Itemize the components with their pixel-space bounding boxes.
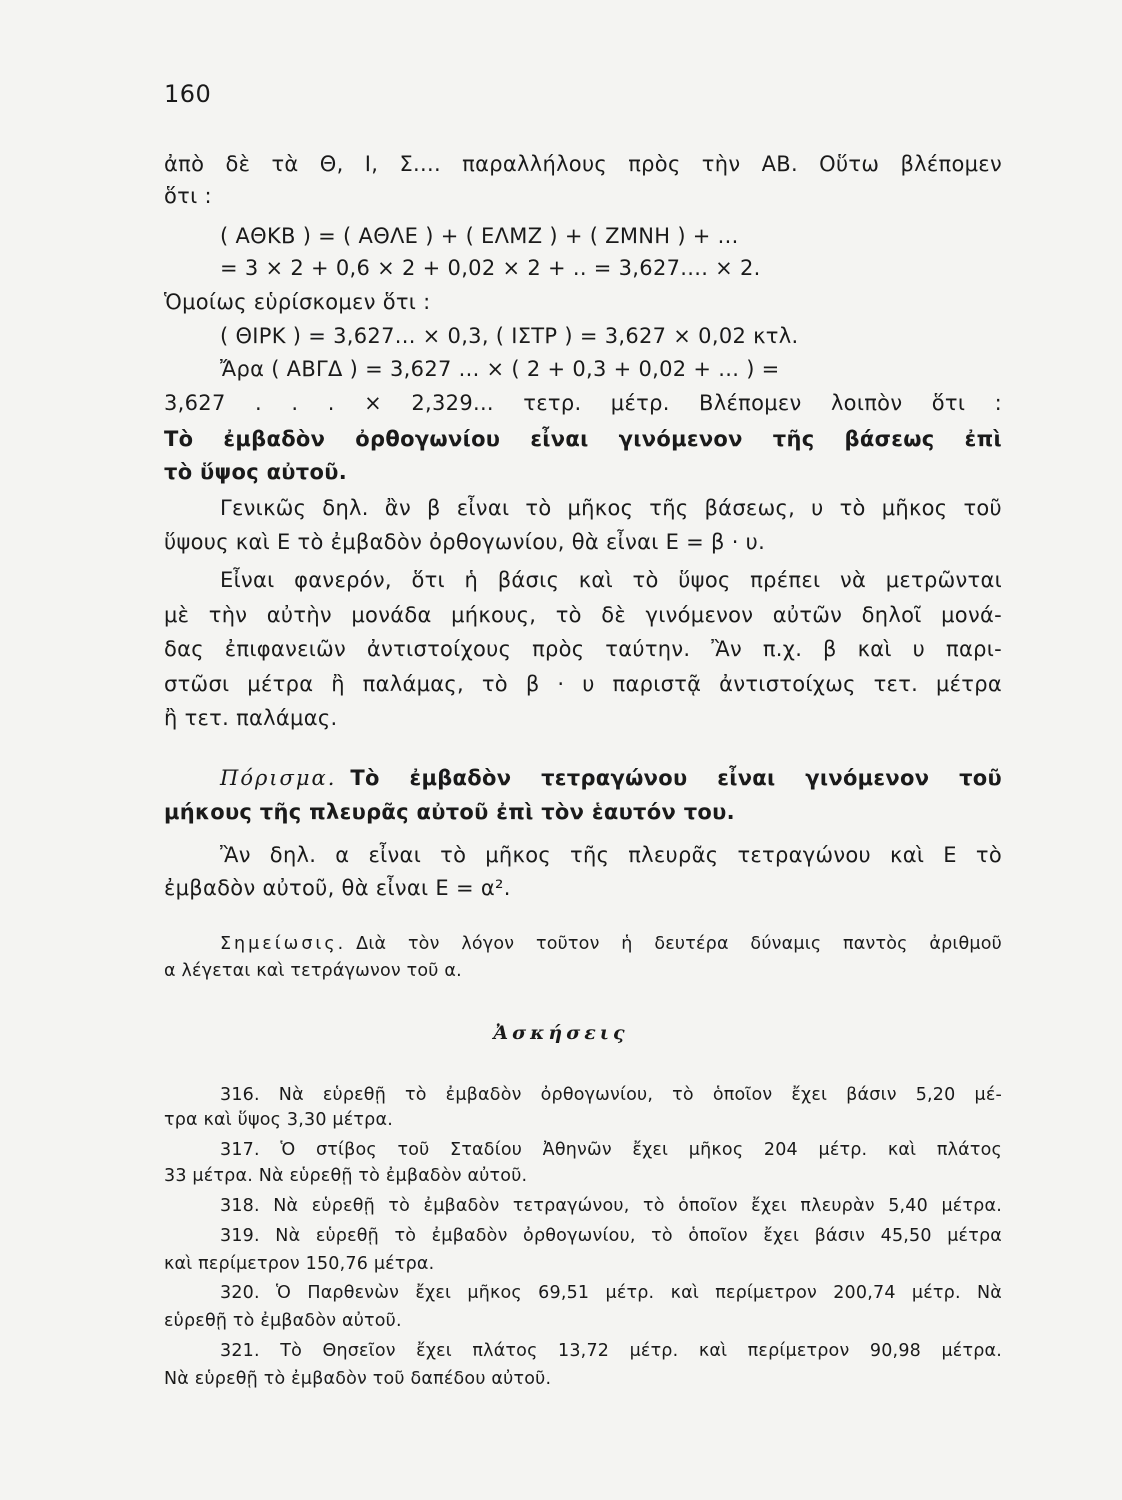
corollary-label: Πόρισμα. — [220, 766, 337, 790]
theorem-line: τὸ ὕψος αὐτοῦ. — [164, 460, 347, 484]
text-line: μὲ τὴν αὐτὴν μονάδα μήκους, τὸ δὲ γινόμενον αὐτῶν δηλοῖ μονά- — [164, 603, 1002, 627]
equation-line: Ἄρα ( ΑΒΓΔ ) = 3,627 ... × ( 2 + 0,3 + 0,02 + ... ) = — [220, 357, 780, 381]
exercise-line: 321. Τὸ Θησεῖον ἔχει πλάτος 13,72 μέτρ. καὶ περίμετρον 90,98 μέτρα. — [220, 1341, 1002, 1361]
text-line: Γενικῶς δηλ. ἂν β εἶναι τὸ μῆκος τῆς βάσεως, υ τὸ μῆκος τοῦ — [220, 496, 1002, 520]
equation-line: = 3 × 2 + 0,6 × 2 + 0,02 × 2 + .. = 3,627.... × 2. — [220, 256, 761, 280]
text-line: δας ἐπιφανειῶν ἀντιστοίχους πρὸς ταύτην. Ἂν π.χ. β καὶ υ παρι- — [164, 637, 1002, 661]
note-line: α λέγεται καὶ τετράγωνον τοῦ α. — [164, 961, 462, 981]
exercise-line: Νὰ εὑρεθῇ τὸ ἐμβαδὸν τοῦ δαπέδου αὐτοῦ. — [164, 1369, 552, 1389]
theorem-line: Τὸ ἐμβαδὸν ὀρθογωνίου εἶναι γινόμενον τῆς βάσεως ἐπὶ — [164, 427, 1002, 451]
text-line: Ἂν δηλ. α εἶναι τὸ μῆκος τῆς πλευρᾶς τετραγώνου καὶ Ε τὸ — [220, 843, 1002, 867]
corollary-line — [220, 766, 1002, 790]
note-line — [220, 934, 1002, 954]
corollary-text: Τὸ ἐμβαδὸν τετραγώνου εἶναι γινόμενον τοῦ — [350, 766, 1002, 790]
note-label: Σημείωσις. — [220, 934, 347, 954]
equation-line: ( ΑΘΚΒ ) = ( ΑΘΛΕ ) + ( ΕΛΜΖ ) + ( ΖΜΝΗ ) + ... — [220, 224, 739, 248]
exercise-line: 319. Νὰ εὑρεθῇ τὸ ἐμβαδὸν ὀρθογωνίου, τὸ ὁποῖον ἔχει βάσιν 45,50 μέτρα — [220, 1226, 1002, 1246]
exercise-line: 317. Ὁ στίβος τοῦ Σταδίου Ἀθηνῶν ἔχει μῆκος 204 μέτρ. καὶ πλάτος — [220, 1140, 1002, 1160]
page-number: 160 — [164, 80, 212, 108]
corollary-line: μήκους τῆς πλευρᾶς αὐτοῦ ἐπὶ τὸν ἑαυτόν του. — [164, 800, 735, 824]
text-line: ὕψους καὶ Ε τὸ ἐμβαδὸν ὀρθογωνίου, θὰ εἶναι Ε = β · υ. — [164, 530, 766, 554]
exercise-line: 318. Νὰ εὑρεθῇ τὸ ἐμβαδὸν τετραγώνου, τὸ ὁποῖον ἔχει πλευρὰν 5,40 μέτρα. — [220, 1196, 1002, 1216]
exercise-line: 33 μέτρα. Νὰ εὑρεθῇ τὸ ἐμβαδὸν αὐτοῦ. — [164, 1166, 528, 1186]
exercise-line: 320. Ὁ Παρθενὼν ἔχει μῆκος 69,51 μέτρ. καὶ περίμετρον 200,74 μέτρ. Νὰ — [220, 1283, 1002, 1303]
equation-line: ( ΘΙΡΚ ) = 3,627... × 0,3, ( ΙΣΤΡ ) = 3,627 × 0,02 κτλ. — [220, 324, 799, 348]
text-line: Εἶναι φανερόν, ὅτι ἡ βάσις καὶ τὸ ὕψος πρέπει νὰ μετρῶνται — [220, 568, 1002, 592]
text-line: Ὁμοίως εὑρίσκομεν ὅτι : — [164, 290, 431, 314]
text-line: 3,627 . . . × 2,329... τετρ. μέτρ. Βλέπομεν λοιπὸν ὅτι : — [164, 391, 1002, 415]
exercises-heading: Ἀσκήσεις — [493, 1022, 629, 1044]
exercise-line: εὑρεθῇ τὸ ἐμβαδὸν αὐτοῦ. — [164, 1311, 402, 1331]
text-line: ἢ τετ. παλάμας. — [164, 706, 338, 730]
text-line: στῶσι μέτρα ἢ παλάμας, τὸ β · υ παριστᾷ ἀντιστοίχως τετ. μέτρα — [164, 672, 1002, 696]
exercise-line: 316. Νὰ εὑρεθῇ τὸ ἐμβαδὸν ὀρθογωνίου, τὸ ὁποῖον ἔχει βάσιν 5,20 μέ- — [220, 1085, 1002, 1105]
note-text: Διὰ τὸν λόγον τοῦτον ἡ δευτέρα δύναμις παντὸς ἀριθμοῦ — [356, 934, 1002, 954]
text-line: ἐμβαδὸν αὐτοῦ, θὰ εἶναι Ε = α². — [164, 876, 511, 900]
exercise-line: καὶ περίμετρον 150,76 μέτρα. — [164, 1254, 435, 1274]
exercise-line: τρα καὶ ὕψος 3,30 μέτρα. — [164, 1110, 393, 1130]
text-line: ὅτι : — [164, 184, 212, 208]
text-line: ἀπὸ δὲ τὰ Θ, Ι, Σ.... παραλλήλους πρὸς τὴν ΑΒ. Οὕτω βλέπομεν — [164, 152, 1002, 176]
